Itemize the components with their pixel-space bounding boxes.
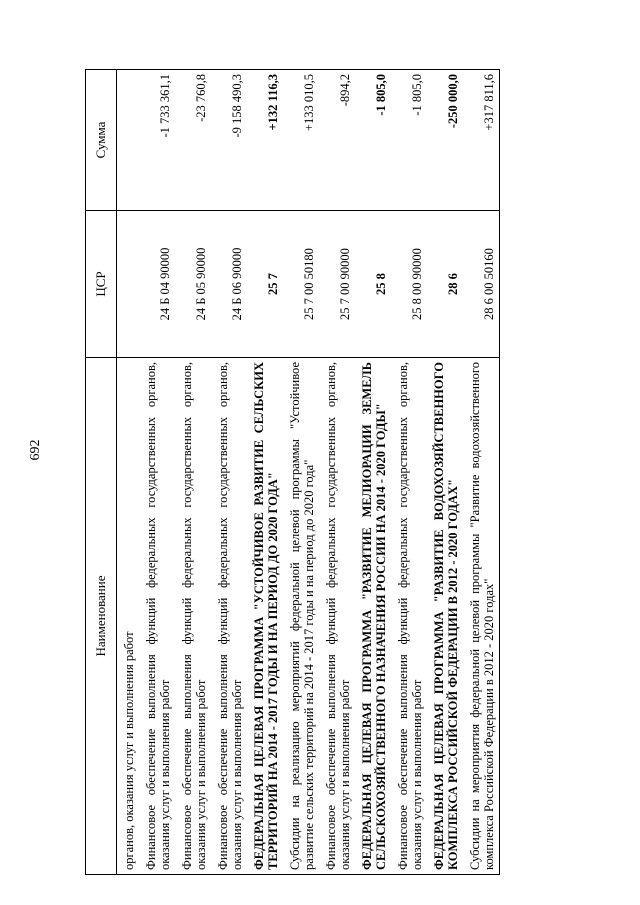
row-name-cell: ФЕДЕРАЛЬНАЯ ЦЕЛЕВАЯ ПРОГРАММА "РАЗВИТИЕ ВОДОХОЗЯЙСТВЕННОГО КОМПЛЕКСА РОССИЙСКОЙ ФЕДЕРАЦИИ В 2012 - 2020 ГОДАХ": [427, 358, 463, 875]
row-csr-cell: 24 Б 04 90000: [139, 211, 175, 358]
header-csr: ЦСР: [86, 211, 117, 358]
row-name-cell: ФЕДЕРАЛЬНАЯ ЦЕЛЕВАЯ ПРОГРАММА "УСТОЙЧИВОЕ РАЗВИТИЕ СЕЛЬСКИХ ТЕРРИТОРИЙ НА 2014 - 2017 ГОДЫ И НА ПЕРИОД ДО 2020 ГОДА": [247, 358, 283, 875]
row-sum-cell: +132 116,3: [247, 70, 283, 211]
row-name-cell: органов, оказания услуг и выполнения работ: [117, 358, 140, 875]
table-row: [427, 70, 463, 875]
table-row: [391, 70, 427, 875]
row-csr-cell: 28 6: [427, 211, 463, 358]
table-row: [355, 70, 391, 875]
row-sum-cell: -9 158 490,3: [211, 70, 247, 211]
row-csr-cell: [117, 211, 140, 358]
header-name: Наименование: [86, 358, 117, 875]
table-row: [283, 70, 319, 875]
row-name-cell: Финансовое обеспечение выполнения функций федеральных государственных органов, оказания услуг и выполнения работ: [175, 358, 211, 875]
row-sum-cell: +133 010,5: [283, 70, 319, 211]
row-sum-cell: -894,2: [319, 70, 355, 211]
row-csr-cell: 25 7 00 90000: [319, 211, 355, 358]
row-csr-cell: 24 Б 05 90000: [175, 211, 211, 358]
row-csr-cell: 25 7: [247, 211, 283, 358]
row-name-cell: ФЕДЕРАЛЬНАЯ ЦЕЛЕВАЯ ПРОГРАММА "РАЗВИТИЕ МЕЛИОРАЦИИ ЗЕМЕЛЬ СЕЛЬСКОХОЗЯЙСТВЕННОГО НАЗНАЧЕНИЯ РОССИИ НА 2014 - 2020 ГОДЫ": [355, 358, 391, 875]
table-header-row: [86, 70, 117, 875]
row-sum-cell: +317 811,6: [463, 70, 500, 211]
row-name-cell: Финансовое обеспечение выполнения функций федеральных государственных органов, оказания услуг и выполнения работ: [211, 358, 247, 875]
row-name-cell: Финансовое обеспечение выполнения функций федеральных государственных органов, оказания услуг и выполнения работ: [139, 358, 175, 875]
table-row: [247, 70, 283, 875]
table-row: [463, 70, 500, 875]
row-sum-cell: -23 760,8: [175, 70, 211, 211]
table-body: [117, 70, 500, 875]
row-sum-cell: -1 805,0: [355, 70, 391, 211]
header-sum: Сумма: [86, 70, 117, 211]
row-sum-cell: -1 805,0: [391, 70, 427, 211]
table-row: [117, 70, 140, 875]
row-name-cell: Финансовое обеспечение выполнения функций федеральных государственных органов, оказания услуг и выполнения работ: [391, 358, 427, 875]
row-csr-cell: 28 6 00 50160: [463, 211, 500, 358]
table-row: [139, 70, 175, 875]
row-name-cell: Субсидии на реализацию мероприятий федеральной целевой программы "Устойчивое развитие сельских территорий на 2014 - 2017 годы и на период до 2020 года": [283, 358, 319, 875]
table-row: [175, 70, 211, 875]
row-name-cell: Финансовое обеспечение выполнения функций федеральных государственных органов, оказания услуг и выполнения работ: [319, 358, 355, 875]
row-sum-cell: -1 733 361,1: [139, 70, 175, 211]
table-row: [319, 70, 355, 875]
budget-table: [85, 69, 500, 875]
row-sum-cell: [117, 70, 140, 211]
row-csr-cell: 24 Б 06 90000: [211, 211, 247, 358]
row-name-cell: Субсидии на мероприятия федеральной целевой программы "Развитие водохозяйственного комплекса Российской Федерации в 2012 - 2020 годах": [463, 358, 500, 875]
row-csr-cell: 25 8 00 90000: [391, 211, 427, 358]
table-row: [211, 70, 247, 875]
row-csr-cell: 25 7 00 50180: [283, 211, 319, 358]
page-number: 692: [28, 439, 43, 461]
rotated-page: [85, 70, 607, 875]
row-csr-cell: 25 8: [355, 211, 391, 358]
row-sum-cell: -250 000,0: [427, 70, 463, 211]
